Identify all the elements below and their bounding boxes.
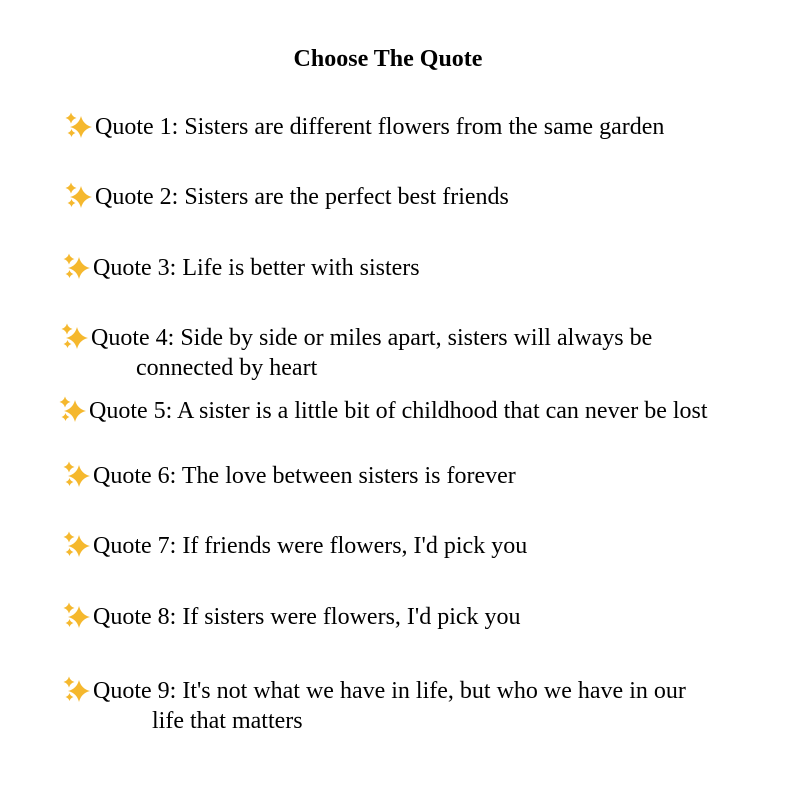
quote-text-continued: connected by heart [136, 355, 318, 381]
sparkles-icon [58, 395, 88, 423]
quote-text: Quote 4: Side by side or miles apart, sisters will always be [91, 325, 653, 351]
quote-text: Quote 9: It's not what we have in life, but who we have in our [93, 678, 686, 704]
quote-item-8 [62, 601, 521, 632]
quote-item-7 [62, 530, 527, 561]
sparkles-icon [62, 460, 92, 488]
quote-text: Quote 2: Sisters are the perfect best friends [95, 184, 509, 210]
quote-item-1 [64, 111, 664, 142]
sparkles-icon [62, 601, 92, 629]
sparkles-icon [62, 530, 92, 558]
quote-text: Quote 3: Life is better with sisters [93, 255, 420, 281]
quote-text-continued: life that matters [152, 708, 303, 734]
sparkles-icon [62, 675, 92, 703]
sparkles-icon [64, 111, 94, 139]
quote-text: Quote 5: A sister is a little bit of childhood that can never be lost [89, 398, 708, 424]
quote-text: Quote 6: The love between sisters is forever [93, 463, 516, 489]
quote-item-2 [64, 181, 509, 212]
quote-text: Quote 8: If sisters were flowers, I'd pick you [93, 604, 521, 630]
quote-item-3 [62, 252, 420, 283]
quote-item-4 [60, 322, 652, 383]
quote-text: Quote 1: Sisters are different flowers from the same garden [95, 114, 665, 140]
sparkles-icon [64, 181, 94, 209]
quote-item-6 [62, 460, 516, 491]
quote-item-9 [62, 675, 686, 736]
sparkles-icon [62, 252, 92, 280]
page-title: Choose The Quote [293, 46, 483, 72]
quote-item-5 [58, 395, 708, 426]
quote-text: Quote 7: If friends were flowers, I'd pick you [93, 533, 528, 559]
sparkles-icon [60, 322, 90, 350]
